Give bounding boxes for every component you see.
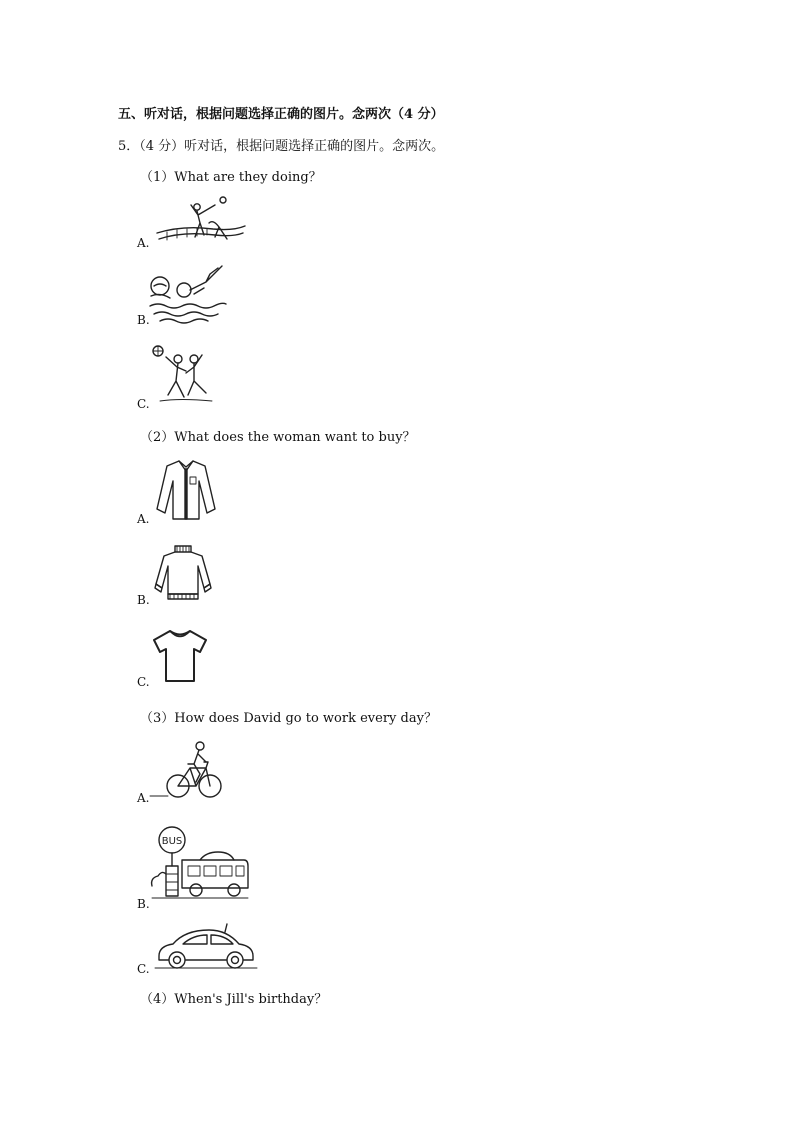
volleyball-icon[interactable]: [153, 193, 248, 249]
option-2b-label[interactable]: B.: [137, 593, 150, 607]
subquestion-4-prompt: （4）When's Jill's birthday？: [140, 992, 328, 1007]
option-2c-label[interactable]: C.: [137, 675, 150, 689]
question-header: 5．（4 分）听对话，根据问题选择正确的图片。念两次。: [118, 139, 445, 154]
subquestion-1-prompt: （1）What are they doing？: [140, 170, 322, 185]
option-1c-label[interactable]: C.: [137, 397, 150, 411]
bus-sign-text: BUS: [161, 836, 183, 847]
t-shirt-icon[interactable]: [152, 628, 208, 684]
subquestion-3-prompt: （3）How does David go to work every day？: [140, 711, 437, 726]
swimming-icon[interactable]: [148, 262, 228, 324]
option-1b-label[interactable]: B.: [137, 313, 150, 327]
sweater-icon[interactable]: [152, 544, 214, 602]
car-icon[interactable]: [153, 920, 259, 972]
section-title: 五、听对话，根据问题选择正确的图片。念两次（4 分）: [118, 107, 444, 122]
option-3b-label[interactable]: B.: [137, 897, 150, 911]
option-2a-label[interactable]: A.: [137, 512, 150, 526]
bicycle-icon[interactable]: [148, 738, 228, 802]
subquestion-2-prompt: （2）What does the woman want to buy？: [140, 430, 416, 445]
beach-ball-play-icon[interactable]: [150, 343, 220, 407]
option-3a-label[interactable]: A.: [137, 791, 150, 805]
bus-icon[interactable]: [148, 820, 252, 906]
option-1a-label[interactable]: A.: [137, 236, 150, 250]
option-3c-label[interactable]: C.: [137, 962, 150, 976]
shirt-icon[interactable]: [153, 457, 219, 523]
